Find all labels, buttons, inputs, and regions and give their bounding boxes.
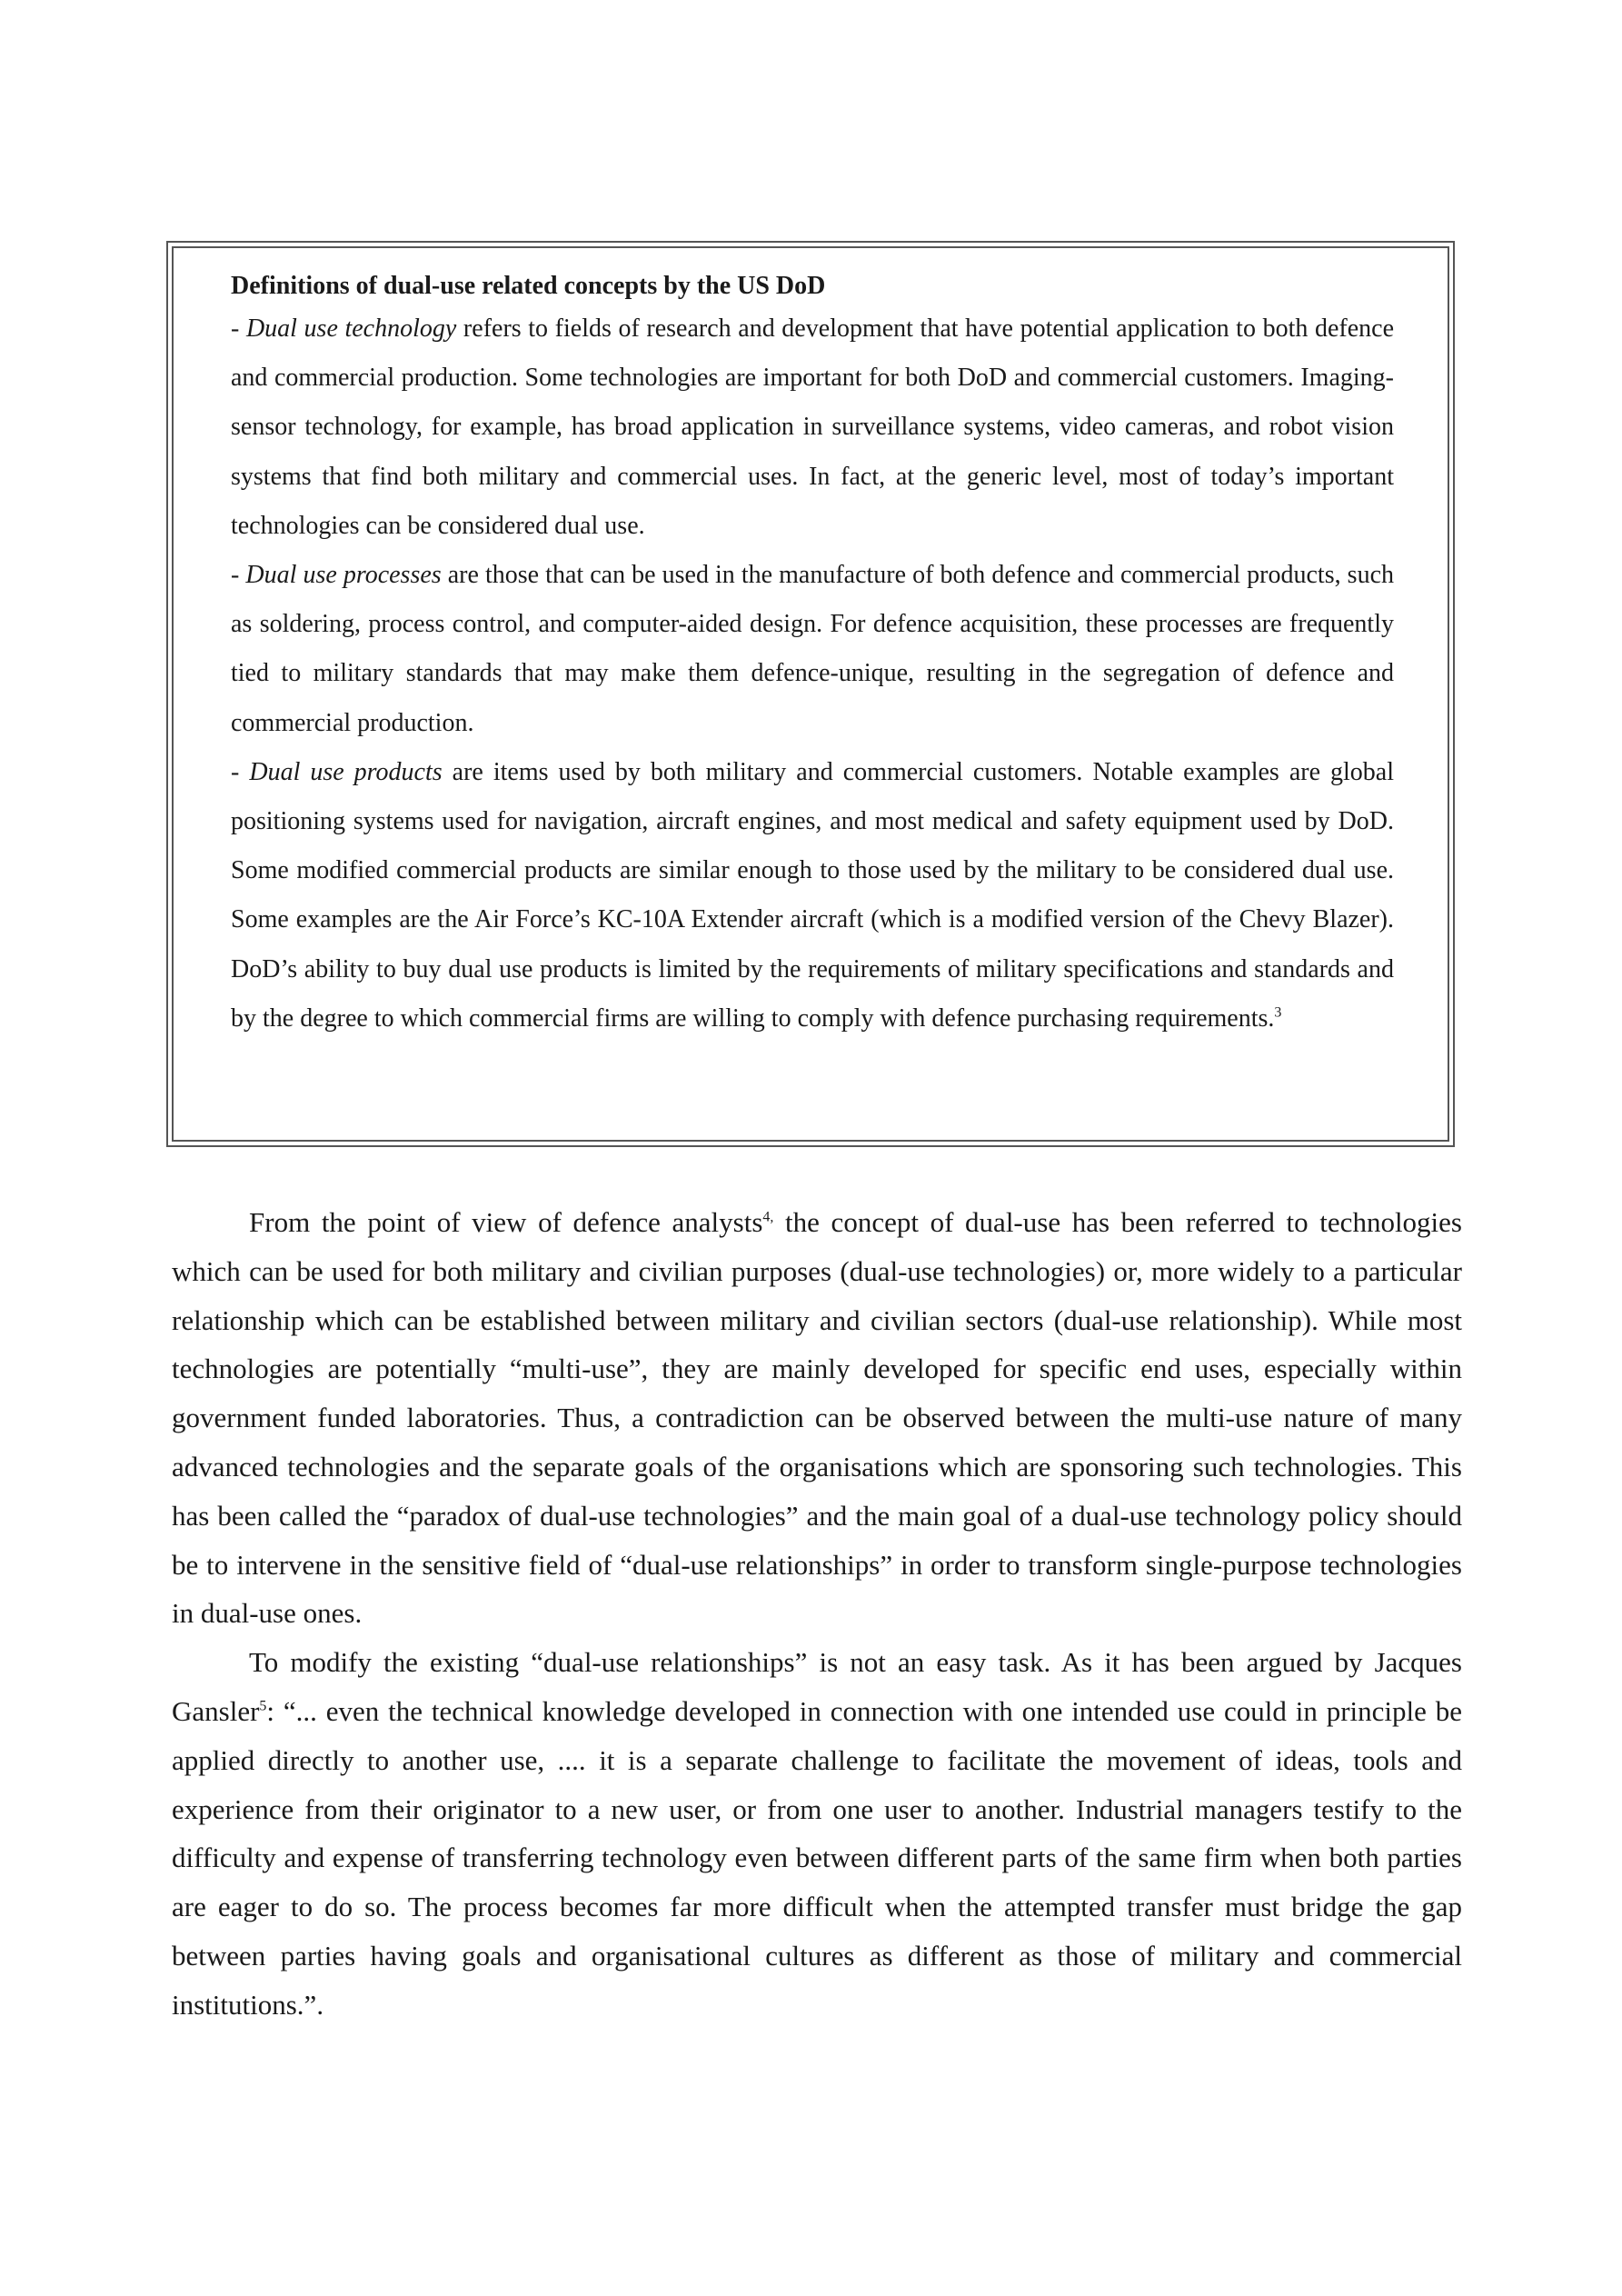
definitions-title: Definitions of dual-use related concepts by the US DoD <box>231 272 826 300</box>
definition-term: Dual use technology <box>245 314 457 343</box>
definition-dual-use-processes <box>231 551 1394 748</box>
body-paragraph-text: To modify the existing “dual-use relationships” is not an easy task. As it has been argued by Jacques Gansler <box>172 1646 1462 1727</box>
definition-term: Dual use processes <box>245 561 442 590</box>
definition-dual-use-technology <box>231 304 1394 551</box>
definition-prefix: - <box>231 561 246 590</box>
footnote-marker: 4, <box>762 1209 774 1225</box>
body-text <box>172 1198 1462 2030</box>
definitions-box-inner <box>172 246 1449 1142</box>
definition-text: refers to fields of research and development that have potential application to both defence and commercial production. Some technologies are important for both DoD and commercial customers. Imaging-sensor technology, for example, has broad application in surveillance systems, video cameras, and robot vision systems that find both military and commercial uses. In fact, at the generic level, most of today’s important technologies can be considered dual use. <box>231 314 1394 540</box>
definition-dual-use-products <box>231 748 1394 1043</box>
body-paragraph-text: the concept of dual-use has been referred to technologies which can be used for both military and civilian purposes (dual-use technologies) or, more widely to a particular relationship which can be established between military and civilian sectors (dual-use relationship). While most technologies are potentially “multi-use”, they are mainly developed for specific end uses, especially within government funded laboratories. Thus, a contradiction can be observed between the multi-use nature of many advanced technologies and the separate goals of the organisations which are sponsoring such technologies. This has been called the “paradox of dual-use technologies” and the main goal of a dual-use technology policy should be to intervene in the sensitive field of “dual-use relationships” in order to transform single-purpose technologies in dual-use ones. <box>172 1206 1462 1630</box>
footnote-marker: 3 <box>1274 1004 1282 1021</box>
definitions-box <box>166 241 1455 1147</box>
body-paragraph-1 <box>172 1198 1462 1638</box>
body-paragraph-text: From the point of view of defence analysts <box>249 1206 763 1238</box>
body-paragraph-2 <box>172 1638 1462 2029</box>
body-paragraph-text: : “... even the technical knowledge developed in connection with one intended use could in principle be applied directly to another use, .... it is a separate challenge to facilitate the movement of ideas, tools and experience from their originator to a new user, or from one user to another. Industrial managers testify to the difficulty and expense of transferring technology even between different parts of the same firm when both parties are eager to do so. The process becomes far more difficult when the attempted transfer must bridge the gap between parties having goals and organisational cultures as different as those of military and commercial institutions.”. <box>172 1694 1462 2021</box>
footnote-marker: 5 <box>259 1698 267 1714</box>
definition-prefix: - <box>231 757 250 786</box>
definition-term: Dual use products <box>249 757 443 786</box>
definition-prefix: - <box>231 314 246 343</box>
definition-text: are items used by both military and commercial customers. Notable examples are global positioning systems used for navigation, aircraft engines, and most medical and safety equipment used by DoD. Some modified commercial products are similar enough to those used by the military to be considered dual use. Some examples are the Air Force’s KC-10A Extender aircraft (which is a modified version of the Chevy Blazer). DoD’s ability to buy dual use products is limited by the requirements of military specifications and standards and by the degree to which commercial firms are willing to comply with defence purchasing requirements. <box>231 757 1395 1033</box>
definition-text: are those that can be used in the manufacture of both defence and commercial products, such as soldering, process control, and computer-aided design. For defence acquisition, these processes are frequently tied to military standards that may make them defence-unique, resulting in the segregation of defence and commercial production. <box>231 561 1394 737</box>
